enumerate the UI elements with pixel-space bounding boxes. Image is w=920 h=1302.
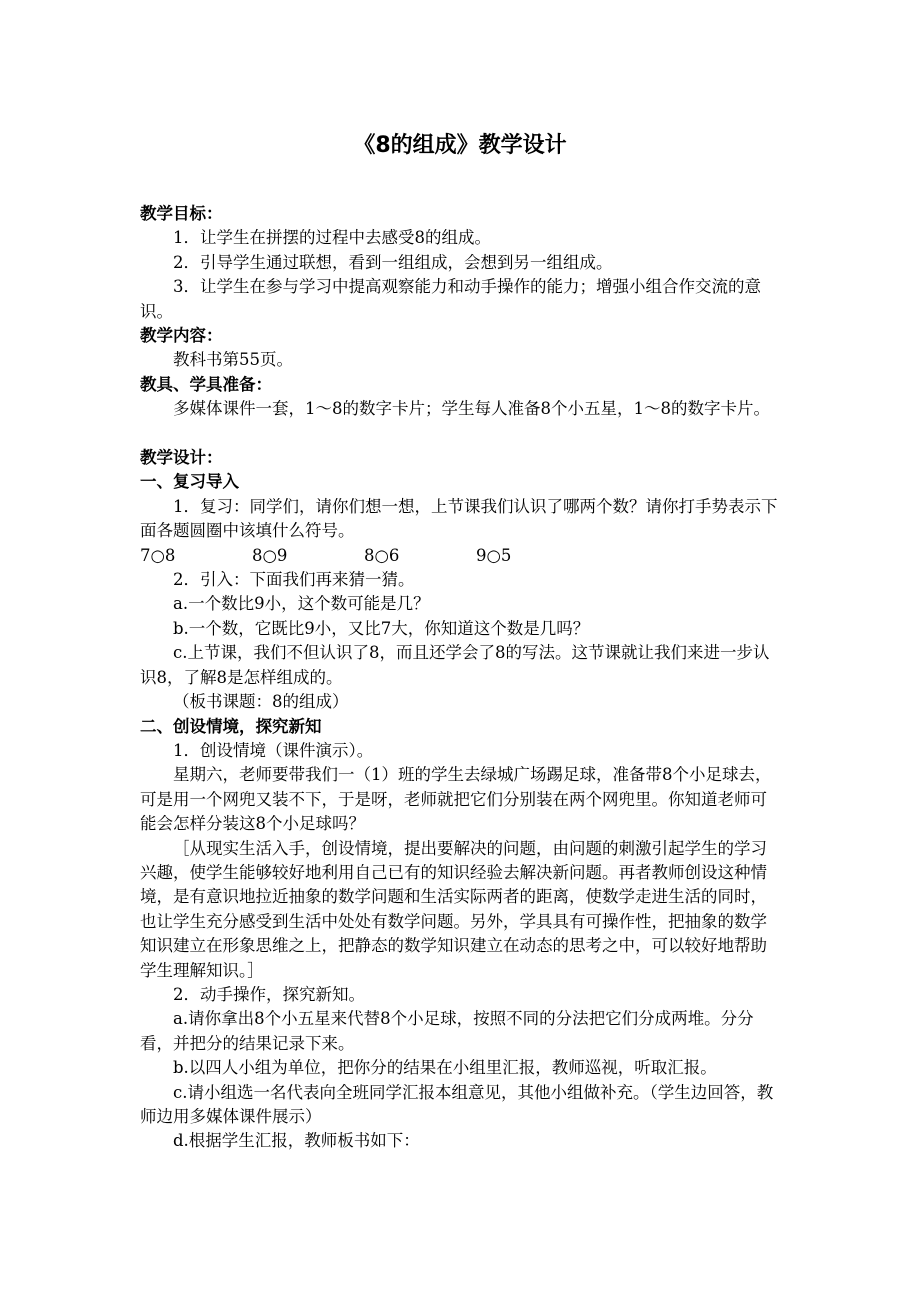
step-b: b.以四人小组为单位，把你分的结果在小组里汇报，教师巡视，听取汇报。 xyxy=(173,1058,717,1078)
review-paragraph: 1．复习：同学们，请你们想一想，上节课我们认识了哪两个数？请你打手势表示下面各题圆圈中该填什么符号。 xyxy=(140,496,778,541)
scenario-story: 星期六，老师要带我们一（1）班的学生去绿城广场踢足球，准备带8个小足球去，可是用一个网兜又装不下，于是呀，老师就把它们分别装在两个网兜里。你知道老师可能会怎样分装这8个小足球吗？ xyxy=(140,765,772,834)
question-b: b.一个数，它既比9小，又比7大，你知道这个数是几吗？ xyxy=(173,618,590,638)
question-a: a.一个数比9小，这个数可能是几？ xyxy=(173,594,430,614)
section1-heading: 一、复习导入 xyxy=(140,472,239,492)
blank-line xyxy=(140,422,780,446)
objective-item: 1．让学生在拼摆的过程中去感受8的组成。 xyxy=(173,228,491,248)
comparison-item: 8○9 xyxy=(252,545,288,565)
question-c: c.上节课，我们不但认识了8，而且还学会了8的写法。这节课就让我们来进一步认识8，了解8是怎样组成的。 xyxy=(140,643,770,687)
objective-item: 2．引导学生通过联想，看到一组组成，会想到另一组组成。 xyxy=(173,252,613,272)
board-note: （板书课题：8的组成） xyxy=(173,692,349,712)
comparison-item: 9○5 xyxy=(476,545,512,565)
content-heading: 教学内容： xyxy=(140,326,223,346)
materials-text: 多媒体课件一套，1～8的数字卡片；学生每人准备8个小五星，1～8的数字卡片。 xyxy=(173,399,770,419)
scenario-rationale: ［从现实生活入手，创设情境，提出要解决的问题，由问题的刺激引起学生的学习兴趣，使学生能够较好地利用自己已有的知识经验去解决新问题。再者教师创设这种情境，是有意识地拉近抽象的数学问题和生活实际两者的距离，使数学走进生活的同时，也让学生充分感受到生活中处处有数学问题。另外，学具具有可操作性，把抽象的数学知识建立在形象思维之上，把静态的数学知识建立在动态的思考之中，可以较好地帮助学生理解知识。］ xyxy=(140,838,767,980)
comparison-row xyxy=(140,544,780,568)
step-d: d.根据学生汇报，教师板书如下： xyxy=(173,1131,420,1151)
step-c: c.请小组选一名代表向全班同学汇报本组意见，其他小组做补充。（学生边回答，教师边用多媒体课件展示） xyxy=(140,1082,774,1127)
comparison-item: 8○6 xyxy=(364,545,400,565)
materials-heading: 教具、学具准备： xyxy=(140,374,272,394)
design-heading: 教学设计： xyxy=(140,448,223,468)
comparison-item: 7○8 xyxy=(140,545,176,565)
section2-heading: 二、创设情境，探究新知 xyxy=(140,716,322,736)
objectives-heading: 教学目标： xyxy=(140,204,223,223)
content-text: 教科书第55页。 xyxy=(173,350,293,370)
intro-paragraph: 2．引入：下面我们再来猜一猜。 xyxy=(173,570,415,590)
objective-item: 3．让学生在参与学习中提高观察能力和动手操作的能力；增强小组合作交流的意识。 xyxy=(140,277,761,321)
step-a: a.请你拿出8个小五星来代替8个小足球，按照不同的分法把它们分成两堆。分分看，并把分的结果记录下来。 xyxy=(140,1009,754,1053)
scenario-step: 1．创设情境（课件演示）。 xyxy=(173,740,374,760)
document-body xyxy=(140,202,780,1154)
document-title: 《8的组成》教学设计 xyxy=(353,133,567,158)
hands-on-step: 2．动手操作，探究新知。 xyxy=(173,984,365,1004)
